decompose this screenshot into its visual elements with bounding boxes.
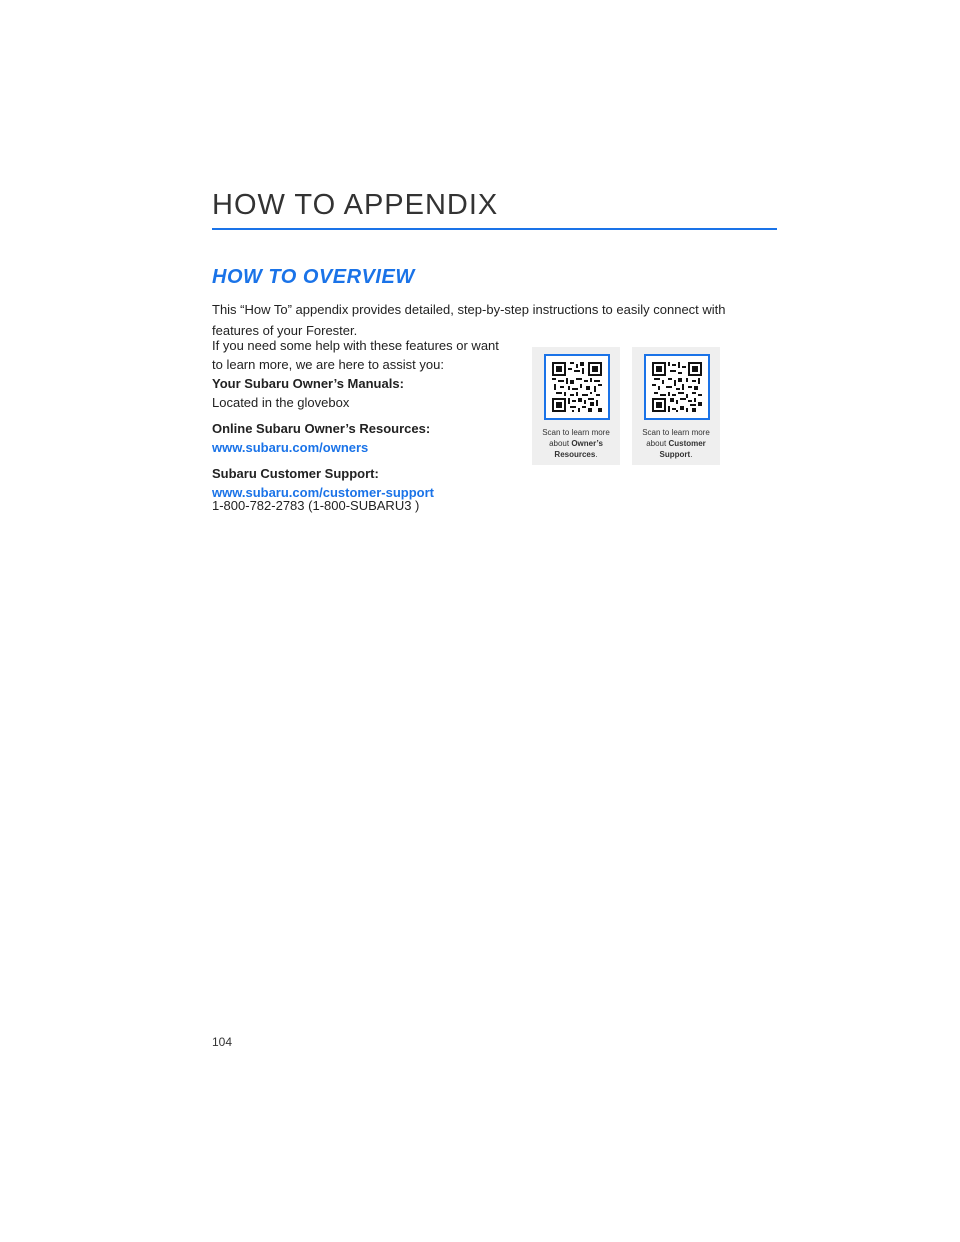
owners-link[interactable]: www.subaru.com/owners bbox=[212, 440, 369, 455]
support-label: Subaru Customer Support: bbox=[212, 466, 379, 481]
page-number: 104 bbox=[212, 1035, 233, 1049]
manuals-location: Located in the glovebox bbox=[212, 395, 350, 410]
help-text: If you need some help with these features or want to learn more, we are here to assist you: bbox=[212, 338, 499, 372]
section-divider bbox=[212, 228, 777, 230]
qr-card-owners-resources bbox=[532, 347, 620, 465]
manuals-label: Your Subaru Owner’s Manuals: bbox=[212, 376, 404, 391]
help-block bbox=[212, 336, 512, 502]
qr-code-icon bbox=[552, 362, 602, 412]
customer-support-link[interactable]: www.subaru.com/customer-support bbox=[212, 485, 434, 500]
qr-frame bbox=[644, 354, 710, 420]
section-title: HOW TO APPENDIX bbox=[212, 189, 499, 221]
qr-code-icon bbox=[652, 362, 702, 412]
intro-paragraph: This “How To” appendix provides detailed, step-by-step instructions to easily connect with features of your Forester. bbox=[212, 302, 726, 338]
qr-caption: Scan to learn more about Customer Support. bbox=[642, 428, 710, 459]
qr-card-customer-support bbox=[632, 347, 720, 465]
qr-caption: Scan to learn more about Owner’s Resources. bbox=[542, 428, 610, 459]
qr-frame bbox=[544, 354, 610, 420]
online-resources-label: Online Subaru Owner’s Resources: bbox=[212, 421, 431, 436]
overview-heading: HOW TO OVERVIEW bbox=[212, 266, 415, 288]
support-phone[interactable]: 1-800-782-2783 (1-800-SUBARU3 ) bbox=[212, 498, 420, 513]
